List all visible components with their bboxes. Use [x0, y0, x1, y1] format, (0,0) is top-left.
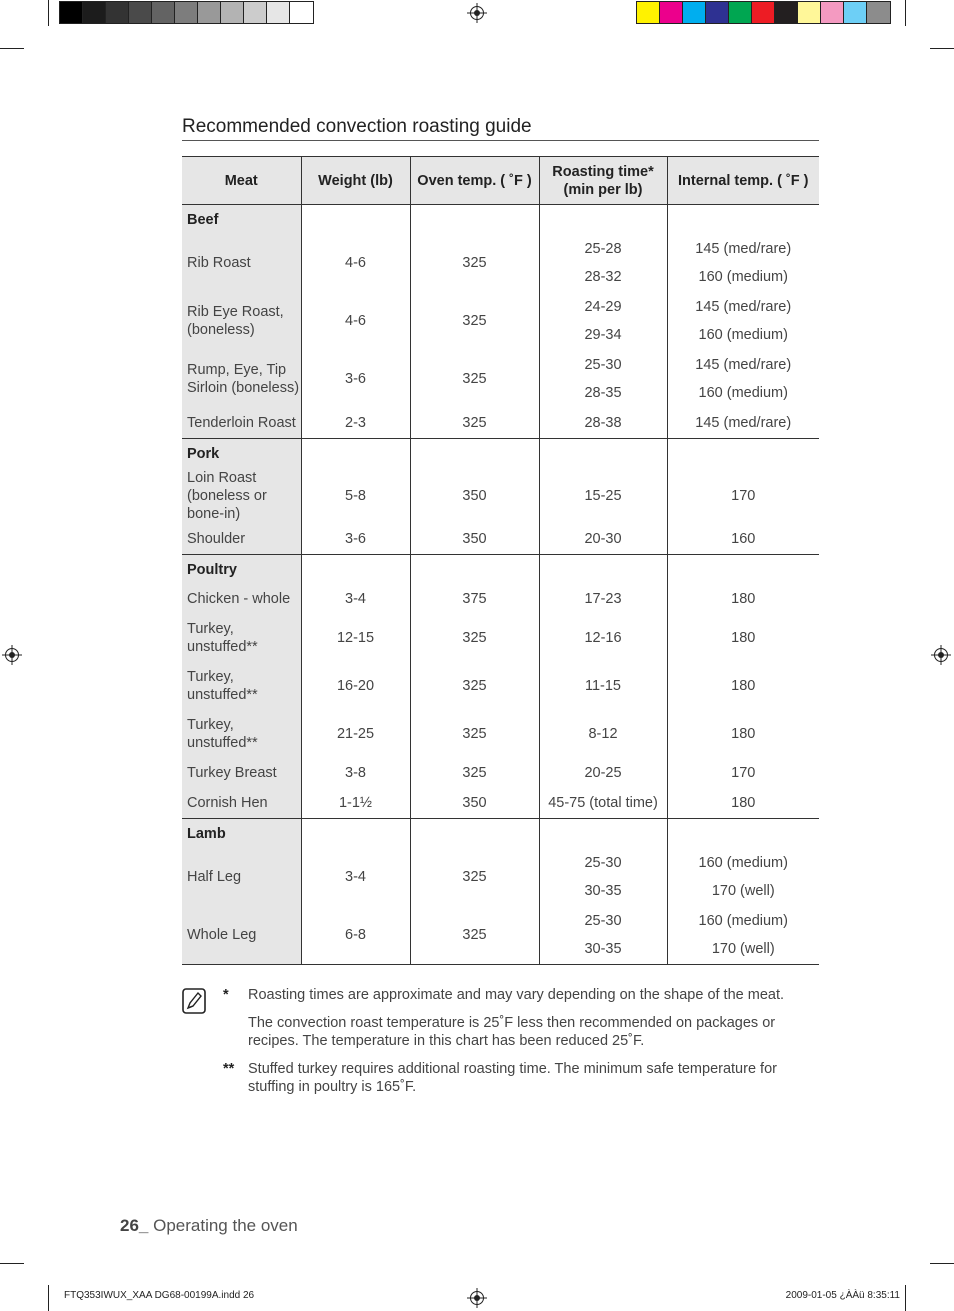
roasting-time-cell-value: 25-30	[584, 855, 622, 871]
internal-temp-cell	[667, 584, 819, 614]
category-row	[182, 439, 819, 469]
internal-temp-cell	[667, 710, 819, 758]
color-swatch	[60, 2, 83, 23]
empty-cell	[410, 205, 539, 235]
empty-cell	[539, 555, 667, 585]
internal-temp-cell-stack	[668, 351, 820, 407]
category-label: Lamb	[182, 819, 301, 849]
crop-mark	[930, 1263, 954, 1264]
registration-mark-icon	[931, 645, 951, 665]
roasting-time-cell-stack	[540, 907, 667, 963]
roasting-time-cell	[539, 788, 667, 819]
internal-temp-cell	[667, 408, 819, 439]
oven-temp-cell: 325	[410, 662, 539, 710]
roasting-time-cell	[539, 906, 667, 965]
internal-temp-cell-value: 180	[731, 726, 756, 742]
roasting-time-cell	[539, 758, 667, 788]
internal-temp-cell-value: 170 (well)	[711, 883, 775, 899]
print-slug-datetime: 2009-01-05 ¿ÀÀü 8:35:11	[785, 1290, 900, 1301]
title-underline	[182, 140, 819, 141]
category-row	[182, 555, 819, 585]
footnote-row	[223, 1014, 803, 1050]
internal-temp-cell	[667, 906, 819, 965]
internal-temp-cell-value: 145 (med/rare)	[695, 241, 792, 257]
table-row	[182, 710, 819, 758]
meat-name: Turkey, unstuffed**	[182, 662, 301, 710]
table-row	[182, 662, 819, 710]
roasting-time-cell-value: 28-32	[584, 269, 622, 285]
empty-cell	[539, 439, 667, 469]
internal-temp-cell-value: 180	[731, 630, 756, 646]
table-row	[182, 350, 819, 408]
oven-temp-cell: 325	[410, 614, 539, 662]
internal-temp-cell	[667, 350, 819, 408]
footnote-row	[223, 986, 803, 1004]
weight-cell: 3-4	[301, 584, 410, 614]
internal-temp-cell-stack	[668, 235, 820, 291]
meat-name: Loin Roast (boneless or bone-in)	[182, 468, 301, 524]
weight-cell: 6-8	[301, 906, 410, 965]
table-row	[182, 292, 819, 350]
meat-name: Rib Roast	[182, 234, 301, 292]
empty-cell	[667, 555, 819, 585]
oven-temp-cell: 350	[410, 788, 539, 819]
roasting-time-cell-stack	[540, 293, 667, 349]
internal-temp-cell-value: 170	[731, 488, 756, 504]
column-header-internal-temp: Internal temp. ( ˚F )	[667, 157, 819, 205]
empty-cell	[410, 819, 539, 849]
table-row	[182, 234, 819, 292]
table-row	[182, 408, 819, 439]
roasting-time-cell	[539, 848, 667, 906]
empty-cell	[667, 205, 819, 235]
color-swatch	[752, 2, 775, 23]
internal-temp-cell	[667, 662, 819, 710]
table-row	[182, 848, 819, 906]
weight-cell: 21-25	[301, 710, 410, 758]
color-swatch	[267, 2, 290, 23]
crop-mark	[0, 48, 24, 49]
roasting-time-cell-stack	[540, 849, 667, 905]
table-row	[182, 758, 819, 788]
oven-temp-cell: 325	[410, 234, 539, 292]
column-header-oven-temp: Oven temp. ( ˚F )	[410, 157, 539, 205]
roasting-time-cell-value: 30-35	[584, 941, 622, 957]
meat-name: Tenderloin Roast	[182, 408, 301, 439]
cmyk-color-bar	[636, 1, 891, 24]
footnote-marker	[223, 1014, 248, 1050]
category-label: Pork	[182, 439, 301, 469]
roasting-time-cell-value: 28-35	[584, 385, 622, 401]
roasting-time-cell	[539, 584, 667, 614]
table-row	[182, 584, 819, 614]
empty-cell	[539, 819, 667, 849]
crop-mark	[0, 1263, 24, 1264]
internal-temp-cell-value: 160 (medium)	[698, 855, 788, 871]
table-row	[182, 788, 819, 819]
weight-cell: 3-4	[301, 848, 410, 906]
footnote-text: Stuffed turkey requires additional roasting time. The minimum safe temperature for stuffing in poultry is 165˚F.	[248, 1061, 777, 1095]
print-slug-filename: FTQ353IWUX_XAA DG68-00199A.indd 26	[64, 1290, 255, 1301]
registration-mark-icon	[467, 1288, 487, 1308]
meat-name: Shoulder	[182, 524, 301, 555]
footnotes	[223, 986, 803, 1106]
color-swatch	[844, 2, 867, 23]
internal-temp-cell-value: 160 (medium)	[698, 385, 788, 401]
internal-temp-cell-value: 170	[731, 765, 756, 781]
meat-name: Turkey, unstuffed**	[182, 614, 301, 662]
weight-cell: 12-15	[301, 614, 410, 662]
category-label: Poultry	[182, 555, 301, 585]
internal-temp-cell-value: 180	[731, 795, 756, 811]
color-swatch	[198, 2, 221, 23]
roasting-time-cell-value: 30-35	[584, 883, 622, 899]
oven-temp-cell: 325	[410, 848, 539, 906]
internal-temp-cell	[667, 788, 819, 819]
meat-name: Turkey, unstuffed**	[182, 710, 301, 758]
internal-temp-cell-value: 145 (med/rare)	[695, 415, 792, 431]
internal-temp-cell	[667, 468, 819, 524]
roasting-time-cell-value: 8-12	[588, 726, 618, 742]
color-swatch	[244, 2, 267, 23]
meat-name: Chicken - whole	[182, 584, 301, 614]
meat-name: Rump, Eye, Tip Sirloin (boneless)	[182, 350, 301, 408]
internal-temp-cell-value: 180	[731, 678, 756, 694]
roasting-time-cell-stack	[540, 351, 667, 407]
crop-mark	[48, 1285, 49, 1311]
oven-temp-cell: 325	[410, 906, 539, 965]
roasting-time-cell	[539, 350, 667, 408]
weight-cell: 4-6	[301, 234, 410, 292]
color-swatch	[129, 2, 152, 23]
registration-mark-icon	[2, 645, 22, 665]
empty-cell	[301, 439, 410, 469]
oven-temp-cell: 325	[410, 710, 539, 758]
empty-cell	[301, 205, 410, 235]
oven-temp-cell: 325	[410, 350, 539, 408]
oven-temp-cell: 350	[410, 468, 539, 524]
category-row	[182, 819, 819, 849]
roasting-time-cell	[539, 234, 667, 292]
page-number: 26_	[120, 1216, 149, 1235]
roasting-time-cell-value: 12-16	[584, 630, 622, 646]
color-swatch	[152, 2, 175, 23]
roasting-time-cell-value: 25-30	[584, 357, 622, 373]
color-swatch	[106, 2, 129, 23]
weight-cell: 1-1½	[301, 788, 410, 819]
internal-temp-cell-value: 180	[731, 591, 756, 607]
roasting-time-cell-value: 45-75 (total time)	[548, 795, 658, 811]
roasting-time-cell	[539, 614, 667, 662]
color-swatch	[221, 2, 244, 23]
color-swatch	[798, 2, 821, 23]
oven-temp-cell: 325	[410, 758, 539, 788]
oven-temp-cell: 375	[410, 584, 539, 614]
roasting-guide-table	[182, 156, 819, 965]
color-swatch	[821, 2, 844, 23]
meat-name: Turkey Breast	[182, 758, 301, 788]
roasting-time-cell-value: 28-38	[584, 415, 622, 431]
footnote-text: The convection roast temperature is 25˚F less then recommended on packages or recipes. The temperature in this chart has been reduced 25˚F.	[248, 1015, 776, 1049]
table-row	[182, 614, 819, 662]
column-header-weight: Weight (lb)	[301, 157, 410, 205]
internal-temp-cell-value: 145 (med/rare)	[695, 357, 792, 373]
table-row	[182, 906, 819, 965]
crop-mark	[930, 48, 954, 49]
internal-temp-cell-value: 145 (med/rare)	[695, 299, 792, 315]
meat-name: Cornish Hen	[182, 788, 301, 819]
color-swatch	[729, 2, 752, 23]
page-title: Recommended convection roasting guide	[182, 116, 532, 137]
color-swatch	[83, 2, 106, 23]
internal-temp-cell	[667, 614, 819, 662]
roasting-time-cell-value: 25-30	[584, 913, 622, 929]
grayscale-color-bar	[59, 1, 314, 24]
color-swatch	[660, 2, 683, 23]
roasting-time-cell	[539, 468, 667, 524]
roasting-time-cell-value: 17-23	[584, 591, 622, 607]
internal-temp-cell	[667, 292, 819, 350]
roasting-time-cell-value: 15-25	[584, 488, 622, 504]
empty-cell	[667, 819, 819, 849]
weight-cell: 3-6	[301, 524, 410, 555]
registration-mark-icon	[467, 3, 487, 23]
roasting-time-cell-stack	[540, 235, 667, 291]
internal-temp-cell-stack	[668, 849, 820, 905]
roasting-time-cell	[539, 292, 667, 350]
internal-temp-cell	[667, 758, 819, 788]
roasting-time-cell	[539, 524, 667, 555]
empty-cell	[301, 555, 410, 585]
color-swatch	[290, 2, 313, 23]
category-row	[182, 205, 819, 235]
empty-cell	[539, 205, 667, 235]
color-swatch	[683, 2, 706, 23]
roasting-time-cell-value: 29-34	[584, 327, 622, 343]
crop-mark	[905, 0, 906, 26]
color-swatch	[637, 2, 660, 23]
weight-cell: 3-8	[301, 758, 410, 788]
oven-temp-cell: 350	[410, 524, 539, 555]
color-swatch	[175, 2, 198, 23]
empty-cell	[410, 439, 539, 469]
roasting-time-cell	[539, 710, 667, 758]
color-swatch	[775, 2, 798, 23]
oven-temp-cell: 325	[410, 408, 539, 439]
crop-mark	[48, 0, 49, 26]
roasting-time-cell	[539, 408, 667, 439]
internal-temp-cell-value: 160 (medium)	[698, 269, 788, 285]
table-header-row	[182, 157, 819, 205]
internal-temp-cell-stack	[668, 907, 820, 963]
roasting-time-cell-value: 24-29	[584, 299, 622, 315]
table-row	[182, 468, 819, 524]
roasting-time-cell-value: 20-30	[584, 531, 622, 547]
internal-temp-cell	[667, 524, 819, 555]
footnote-marker: *	[223, 987, 229, 1003]
internal-temp-cell-stack	[668, 293, 820, 349]
note-pencil-icon	[182, 988, 206, 1014]
internal-temp-cell-value: 160 (medium)	[698, 913, 788, 929]
weight-cell: 3-6	[301, 350, 410, 408]
roasting-time-cell-value: 20-25	[584, 765, 622, 781]
column-header-meat: Meat	[182, 157, 301, 205]
empty-cell	[667, 439, 819, 469]
empty-cell	[301, 819, 410, 849]
section-name: Operating the oven	[153, 1216, 298, 1235]
color-swatch	[867, 2, 890, 23]
footnote-text: Roasting times are approximate and may vary depending on the shape of the meat.	[248, 987, 785, 1003]
footnote-row	[223, 1060, 803, 1096]
page-footer	[120, 1216, 298, 1236]
table-row	[182, 524, 819, 555]
internal-temp-cell	[667, 234, 819, 292]
column-header-roasting-time: Roasting time* (min per lb)	[539, 157, 667, 205]
meat-name: Rib Eye Roast, (boneless)	[182, 292, 301, 350]
empty-cell	[410, 555, 539, 585]
crop-mark	[905, 1285, 906, 1311]
meat-name: Half Leg	[182, 848, 301, 906]
internal-temp-cell-value: 170 (well)	[711, 941, 775, 957]
meat-name: Whole Leg	[182, 906, 301, 965]
weight-cell: 4-6	[301, 292, 410, 350]
roasting-time-cell-value: 25-28	[584, 241, 622, 257]
color-swatch	[706, 2, 729, 23]
category-label: Beef	[182, 205, 301, 235]
weight-cell: 2-3	[301, 408, 410, 439]
internal-temp-cell	[667, 848, 819, 906]
footnote-marker: **	[223, 1061, 235, 1077]
internal-temp-cell-value: 160	[731, 531, 756, 547]
roasting-time-cell	[539, 662, 667, 710]
table-body	[182, 205, 819, 965]
internal-temp-cell-value: 160 (medium)	[698, 327, 788, 343]
weight-cell: 16-20	[301, 662, 410, 710]
weight-cell: 5-8	[301, 468, 410, 524]
oven-temp-cell: 325	[410, 292, 539, 350]
roasting-time-cell-value: 11-15	[584, 678, 621, 694]
